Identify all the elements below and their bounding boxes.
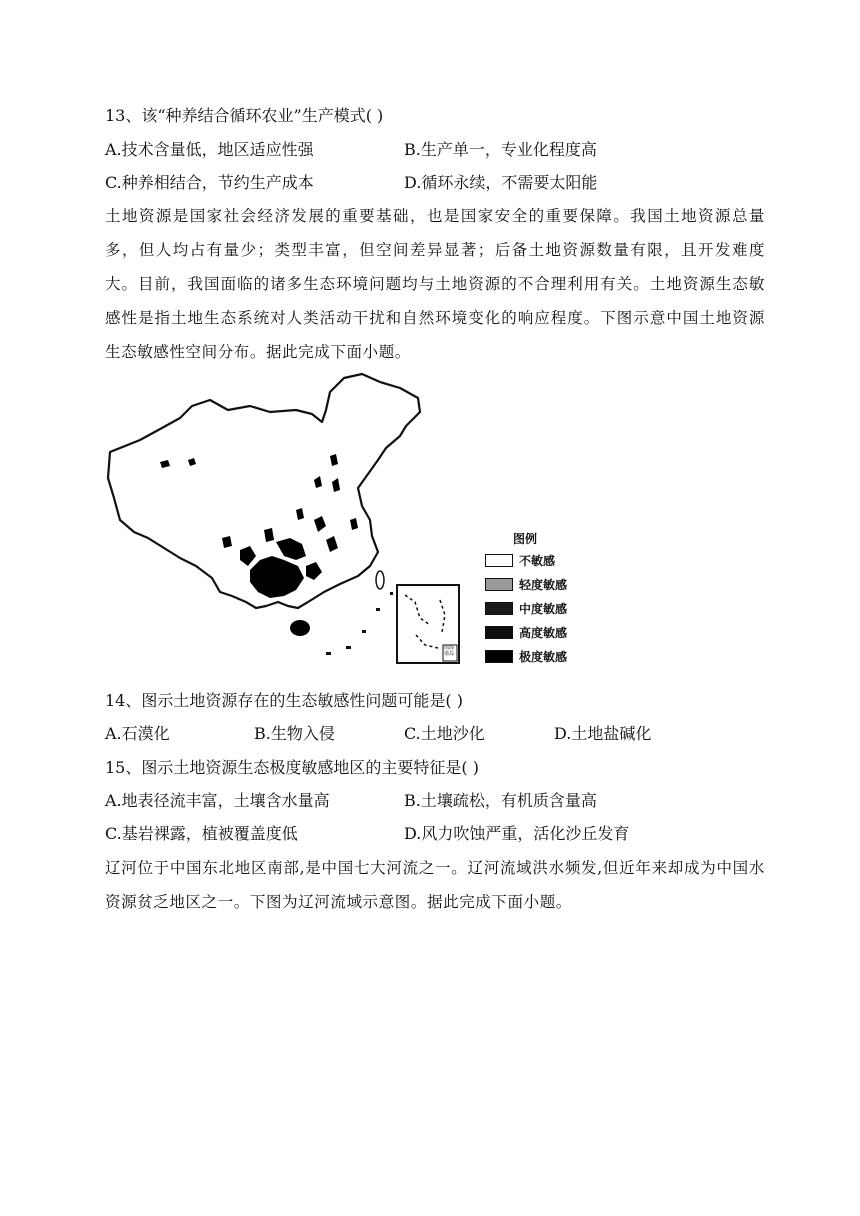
scs-island-marks: [326, 592, 393, 655]
legend-swatch: [485, 650, 513, 663]
legend-title: 图例: [513, 532, 538, 546]
legend-item-moderate: [485, 600, 567, 616]
legend-item-light: [485, 576, 567, 592]
passage-land-resources: 土地资源是国家社会经济发展的重要基础，也是国家安全的重要保障。我国土地资源总量多，但人均占有量少；类型丰富，但空间差异显著；后备土地资源数量有限，且开发难度大。目前，我国面临的诸多生态环境问题均与土地资源的不合理利用有关。土地资源生态敏感性是指土地生态系统对人类活动干扰和自然环境变化的响应程度。下图示意中国土地资源生态敏感性空间分布。据此完成下面小题。: [105, 207, 765, 361]
legend-item-high: [485, 624, 567, 640]
q15-option-b: B.土壤疏松，有机质含量高: [404, 791, 597, 810]
legend-swatch: [485, 578, 513, 591]
q14-option-b: B.生物入侵: [254, 724, 335, 743]
taiwan-island: [376, 571, 384, 589]
legend-label: 轻度敏感: [519, 577, 568, 592]
q15-option-a: A.地表径流丰富，土壤含水量高: [105, 791, 330, 810]
q13-option-d: D.循环永续，不需要太阳能: [404, 173, 598, 192]
question-14-stem: 14、图示土地资源存在的生态敏感性问题可能是( ): [105, 691, 463, 710]
legend-label: 高度敏感: [519, 625, 568, 640]
legend-label: 不敏感: [519, 553, 556, 568]
legend-label: 极度敏感: [519, 649, 568, 664]
q14-option-a: A.石漠化: [105, 724, 170, 743]
legend-swatch: [485, 554, 513, 567]
hainan-island: [290, 620, 310, 636]
legend-item-none: [485, 552, 555, 568]
question-15-stem: 15、图示土地资源生态极度敏感地区的主要特征是( ): [105, 758, 479, 777]
inset-label: 南海诸岛: [444, 645, 455, 657]
q15-option-d: D.风力吹蚀严重，活化沙丘发育: [404, 824, 630, 843]
q13-option-b: B.生产单一，专业化程度高: [404, 140, 597, 159]
legend-label: 中度敏感: [519, 601, 568, 616]
passage-liao-river: 辽河位于中国东北地区南部,是中国七大河流之一。辽河流域洪水频发,但近年来却成为中国水资源贫乏地区之一。下图为辽河流域示意图。据此完成下面小题。: [105, 859, 765, 911]
q14-option-d: D.土地盐碱化: [554, 724, 652, 743]
q15-option-c: C.基岩裸露，植被覆盖度低: [105, 824, 298, 843]
q13-option-c: C.种养相结合，节约生产成本: [105, 173, 314, 192]
q14-option-c: C.土地沙化: [404, 724, 485, 743]
q13-option-a: A.技术含量低，地区适应性强: [105, 140, 314, 159]
legend-swatch: [485, 602, 513, 615]
question-13-stem: 13、该“种养结合循环农业”生产模式( ): [105, 106, 384, 125]
legend-swatch: [485, 626, 513, 639]
legend-item-extreme: [485, 648, 567, 664]
